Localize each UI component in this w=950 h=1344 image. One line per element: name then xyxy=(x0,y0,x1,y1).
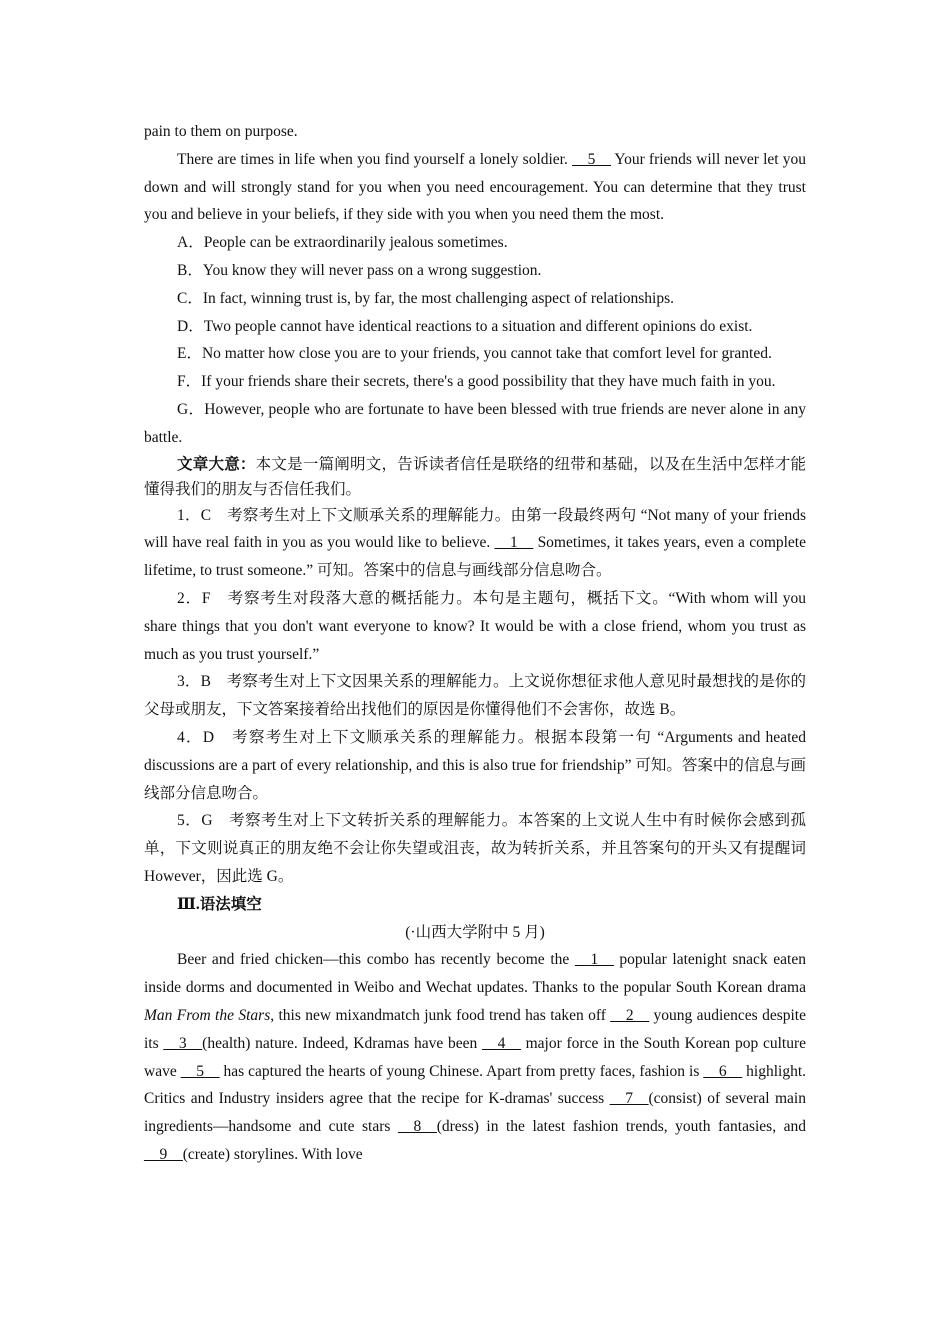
passage-text: young audiences despite its xyxy=(144,1006,806,1052)
option-d: D．Two people cannot have identical reactions to a situation and different opinions do exist. xyxy=(177,317,753,335)
passage-paragraph xyxy=(144,146,806,229)
answer-3: 3．B 考察考生对上下文因果关系的理解能力。上文说你想征求他人意见时最想找的是你的父母或朋友，下文答案接着给出找他们的原因是你懂得他们不会害你，故选 B。 xyxy=(144,673,806,719)
passage-text: (consist) of several main ingredients—handsome and cute stars xyxy=(144,1090,806,1136)
passage-text: There are times in life when you find yourself a lonely soldier. xyxy=(177,150,573,168)
option-c: C．In fact, winning trust is, by far, the most challenging aspect of relationships. xyxy=(177,289,674,307)
passage-text: popular latenight snack eaten inside dorms and documented in Weibo and Wechat updates. Thanks to the popular South Korean drama xyxy=(144,951,806,997)
blank-4: __4__ xyxy=(482,1034,521,1052)
summary-label: 文章大意： xyxy=(177,455,256,473)
option-e: E．No matter how close you are to your friends, you cannot take that comfort level for granted. xyxy=(177,345,772,363)
option-g: G．However, people who are fortunate to have been blessed with true friends are never alone in any battle. xyxy=(144,400,806,446)
passage-text: highlight. Critics and Industry insiders agree that the recipe for K-dramas' success xyxy=(144,1062,806,1108)
blank-5: __5__ xyxy=(180,1062,220,1080)
section-source: (·山西大学附中 5 月) xyxy=(405,923,545,941)
article-summary xyxy=(144,452,806,502)
blank-1: __1__ xyxy=(574,951,614,969)
summary-text: 本文是一篇阐明文，告诉读者信任是联络的纽带和基础，以及在生活中怎样才能懂得我们的朋友与否信任我们。 xyxy=(144,455,806,498)
passage-text: (dress) in the latest fashion trends, youth fantasies, and xyxy=(436,1118,806,1136)
passage-text: (create) storylines. With love xyxy=(182,1145,363,1163)
passage-text: Beer and fried chicken—this combo has recently become the xyxy=(177,951,575,969)
grammar-passage xyxy=(144,946,806,1168)
option-b: B．You know they will never pass on a wrong suggestion. xyxy=(177,261,542,279)
answer-4: 4．D 考察考生对上下文顺承关系的理解能力。根据本段第一句 “Arguments and heated discussions are a part of every relationship, and this is also true for friendship” 可知。答案中的信息与画线部分信息吻合。 xyxy=(144,728,806,802)
passage-text: major force in the South Korean pop culture wave xyxy=(144,1034,806,1080)
blank-2: __2__ xyxy=(610,1006,650,1024)
answer-text: Sometimes, it takes years, even a complete lifetime, to trust someone.” 可知。答案中的信息与画线部分信息吻合。 xyxy=(144,534,806,580)
option-f: F．If your friends share their secrets, there's a good possibility that they have much faith in you. xyxy=(177,373,776,391)
blank-6: __6__ xyxy=(703,1062,743,1080)
option-a: A．People can be extraordinarily jealous sometimes. xyxy=(177,234,508,252)
blank-5: __5__ xyxy=(572,150,611,168)
passage-text: , this new mixandmatch junk food trend has taken off xyxy=(270,1006,611,1024)
blank-3: __3__ xyxy=(163,1034,203,1052)
answer-1 xyxy=(144,502,806,585)
passage-text: Your friends will never let you down and will strongly stand for you when you need encouragement. You can determine that they trust you and believe in your beliefs, if they side with you when you need them the most. xyxy=(144,150,807,224)
answer-5: 5．G 考察考生对上下文转折关系的理解能力。本答案的上文说人生中有时候你会感到孤单，下文则说真正的朋友绝不会让你失望或沮丧，故为转折关系，并且答案句的开头又有提醒词 However，因此选 G。 xyxy=(144,812,806,885)
passage-line: pain to them on purpose. xyxy=(144,123,298,140)
blank-9: __9__ xyxy=(144,1145,183,1163)
passage-text: has captured the hearts of young Chinese. Apart from pretty faces, fashion is xyxy=(219,1062,704,1080)
answer-text: 1．C 考察考生对上下文顺承关系的理解能力。由第一段最终两句 “Not many of your friends will have real faith in you as you would like to believe. xyxy=(144,506,806,552)
section-heading: Ⅲ.语法填空 xyxy=(177,895,262,913)
blank-1: __1__ xyxy=(494,534,534,552)
blank-8: __8__ xyxy=(397,1118,437,1136)
blank-7: __7__ xyxy=(609,1090,649,1108)
document-page xyxy=(144,118,806,1169)
drama-title: Man From the Stars xyxy=(144,1006,271,1024)
passage-text: (health) nature. Indeed, Kdramas have been xyxy=(202,1034,483,1052)
answer-2: 2．F 考察考生对段落大意的概括能力。本句是主题句，概括下文。“With whom will you share things that you don't want everyone to know? It would be with a close friend, whom you trust as much as you trust yourself.” xyxy=(144,589,806,663)
